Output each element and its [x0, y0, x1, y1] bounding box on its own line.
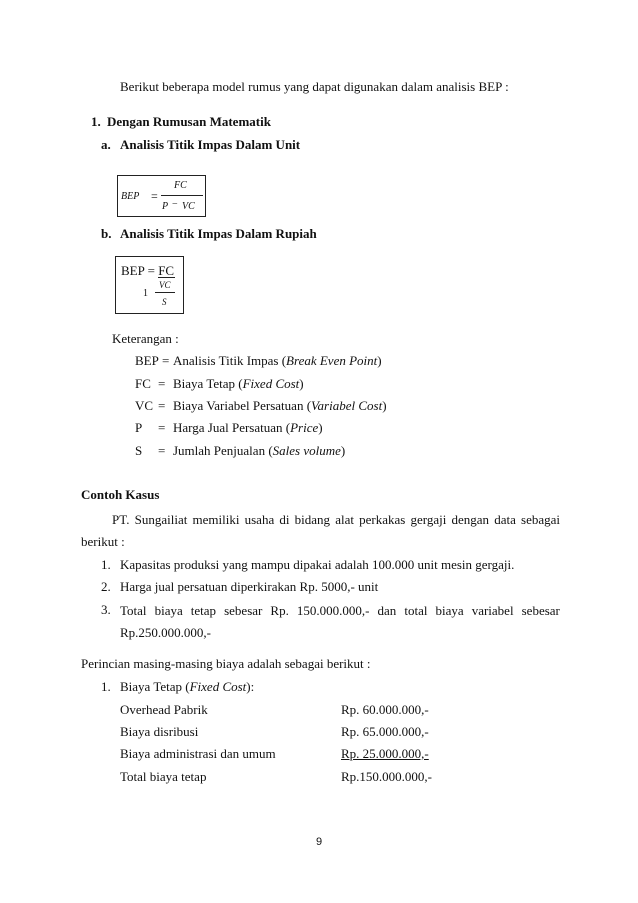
keterangan-desc-italic: Fixed Cost	[242, 376, 300, 391]
list-number: 1.	[101, 557, 111, 572]
keterangan-equals: =	[158, 443, 166, 458]
sub-b-letter: b.	[101, 226, 112, 241]
list-number: 3.	[101, 602, 111, 617]
formula-unit-den-p: P	[162, 201, 169, 212]
formula-unit-fraction-line	[161, 195, 203, 196]
keterangan-symbol: FC	[135, 376, 151, 391]
keterangan-desc-text: Analisis Titik Impas (	[173, 353, 287, 368]
keterangan-equals: =	[158, 376, 166, 391]
keterangan-desc-italic: Sales volume	[272, 443, 341, 458]
keterangan-description	[173, 354, 382, 367]
list-word: variabel	[471, 603, 514, 618]
formula-unit-equals: =	[151, 189, 158, 203]
list-item-justified-line	[120, 603, 560, 619]
keterangan-desc-close: )	[340, 443, 346, 458]
formula-rupiah-box	[115, 256, 184, 314]
list-word: biaya	[435, 603, 464, 618]
paragraph-word: bidang	[294, 512, 331, 527]
list-word: tetap	[190, 603, 217, 618]
keterangan-equals: =	[158, 398, 166, 413]
list-word: Total	[120, 603, 147, 618]
formula-unit-box	[117, 175, 206, 217]
contoh-paragraph-line1	[112, 512, 560, 528]
keterangan-desc-close: )	[382, 398, 387, 413]
keterangan-equals: =	[158, 420, 166, 435]
cost-value: Rp. 65.000.000,-	[341, 724, 429, 739]
perincian-item-italic: Fixed Cost	[189, 679, 247, 694]
formula-rupiah-fraction-line	[155, 292, 175, 293]
list-item-text: Harga jual persatuan diperkirakan Rp. 5000,- unit	[120, 579, 379, 594]
cost-value: Rp. 60.000.000,-	[341, 702, 429, 717]
sub-a-title: Analisis Titik Impas Dalam Unit	[120, 137, 301, 152]
list-word: sebesar	[521, 603, 560, 618]
sub-a-letter: a.	[101, 137, 111, 152]
keterangan-desc-close: )	[377, 353, 382, 368]
cost-label: Overhead Pabrik	[120, 702, 208, 717]
cost-label: Total biaya tetap	[120, 769, 207, 784]
list-word: dan	[377, 603, 397, 618]
perincian-item-heading	[120, 680, 254, 693]
perincian-title: Perincian masing-masing biaya adalah sebagai berikut :	[81, 656, 371, 671]
page-number: 9	[316, 836, 323, 848]
list-word: sebesar	[224, 603, 263, 618]
paragraph-word: Sungailiat	[134, 512, 188, 527]
list-word: 150.000.000,-	[296, 603, 370, 618]
contoh-paragraph-line2: berikut :	[81, 534, 125, 549]
section-number: 1.	[91, 114, 101, 129]
perincian-item-text: Biaya Tetap (	[120, 679, 190, 694]
formula-unit-lhs: BEP	[121, 191, 140, 202]
formula-rupiah-lhs	[121, 264, 174, 277]
list-word: Rp.	[270, 603, 289, 618]
keterangan-desc-italic: Price	[290, 420, 319, 435]
perincian-item-number: 1.	[101, 679, 111, 694]
paragraph-word: alat	[335, 512, 354, 527]
keterangan-symbol: P	[135, 420, 143, 435]
cost-value: Rp.150.000.000,-	[341, 769, 432, 784]
keterangan-desc-text: Jumlah Penjualan (	[173, 443, 273, 458]
cost-value-underlined: Rp. 25.000.000,-	[341, 746, 429, 761]
formula-rupiah-numerator: VC	[159, 280, 171, 290]
formula-unit-numerator: FC	[174, 180, 187, 191]
keterangan-desc-italic: Break Even Point	[286, 353, 378, 368]
cost-label: Biaya administrasi dan umum	[120, 746, 276, 761]
keterangan-desc-text: Harga Jual Persatuan (	[173, 420, 291, 435]
keterangan-symbol: VC	[135, 398, 154, 413]
paragraph-word: PT.	[112, 512, 130, 527]
paragraph-word: memiliki	[192, 512, 240, 527]
keterangan-desc-italic: Variabel Cost	[311, 398, 383, 413]
formula-unit-den-vc: VC	[182, 201, 195, 212]
paragraph-word: gergaji	[410, 512, 447, 527]
keterangan-symbol: S	[135, 443, 143, 458]
keterangan-description	[173, 399, 387, 412]
contoh-title: Contoh Kasus	[81, 487, 160, 502]
paragraph-word: perkakas	[359, 512, 406, 527]
list-item-text: Kapasitas produksi yang mampu dipakai adalah 100.000 unit mesin gergaji.	[120, 557, 515, 572]
formula-unit-den-minus: −	[172, 199, 178, 210]
list-word: biaya	[154, 603, 183, 618]
keterangan-equals: =	[162, 353, 170, 368]
paragraph-word: data	[494, 512, 516, 527]
keterangan-desc-close: )	[318, 420, 323, 435]
formula-rupiah-one: 1	[143, 288, 148, 299]
formula-rupiah-fc-underline	[158, 277, 175, 278]
keterangan-desc-text: Biaya Tetap (	[173, 376, 243, 391]
keterangan-description	[173, 444, 345, 457]
perincian-item-close: ):	[246, 679, 255, 694]
list-number: 2.	[101, 579, 111, 594]
cost-label: Biaya disribusi	[120, 724, 199, 739]
sub-b-title: Analisis Titik Impas Dalam Rupiah	[120, 226, 317, 241]
formula-rupiah-denominator: S	[162, 297, 167, 307]
list-word: total	[404, 603, 428, 618]
keterangan-desc-close: )	[299, 376, 304, 391]
keterangan-description	[173, 377, 304, 390]
keterangan-title: Keterangan :	[112, 331, 179, 346]
keterangan-desc-text: Biaya Variabel Persatuan (	[173, 398, 312, 413]
paragraph-word: di	[279, 512, 290, 527]
paragraph-word: usaha	[244, 512, 275, 527]
paragraph-word: dengan	[451, 512, 490, 527]
intro-text: Berikut beberapa model rumus yang dapat digunakan dalam analisis BEP :	[120, 79, 509, 94]
keterangan-symbol: BEP	[135, 353, 159, 368]
keterangan-description	[173, 421, 323, 434]
formula-rupiah-lhs-text: BEP = FC	[121, 263, 175, 278]
section-title: Dengan Rumusan Matematik	[107, 114, 271, 129]
list-item-continuation: Rp.250.000.000,-	[120, 625, 211, 640]
paragraph-word: sebagai	[521, 512, 560, 527]
